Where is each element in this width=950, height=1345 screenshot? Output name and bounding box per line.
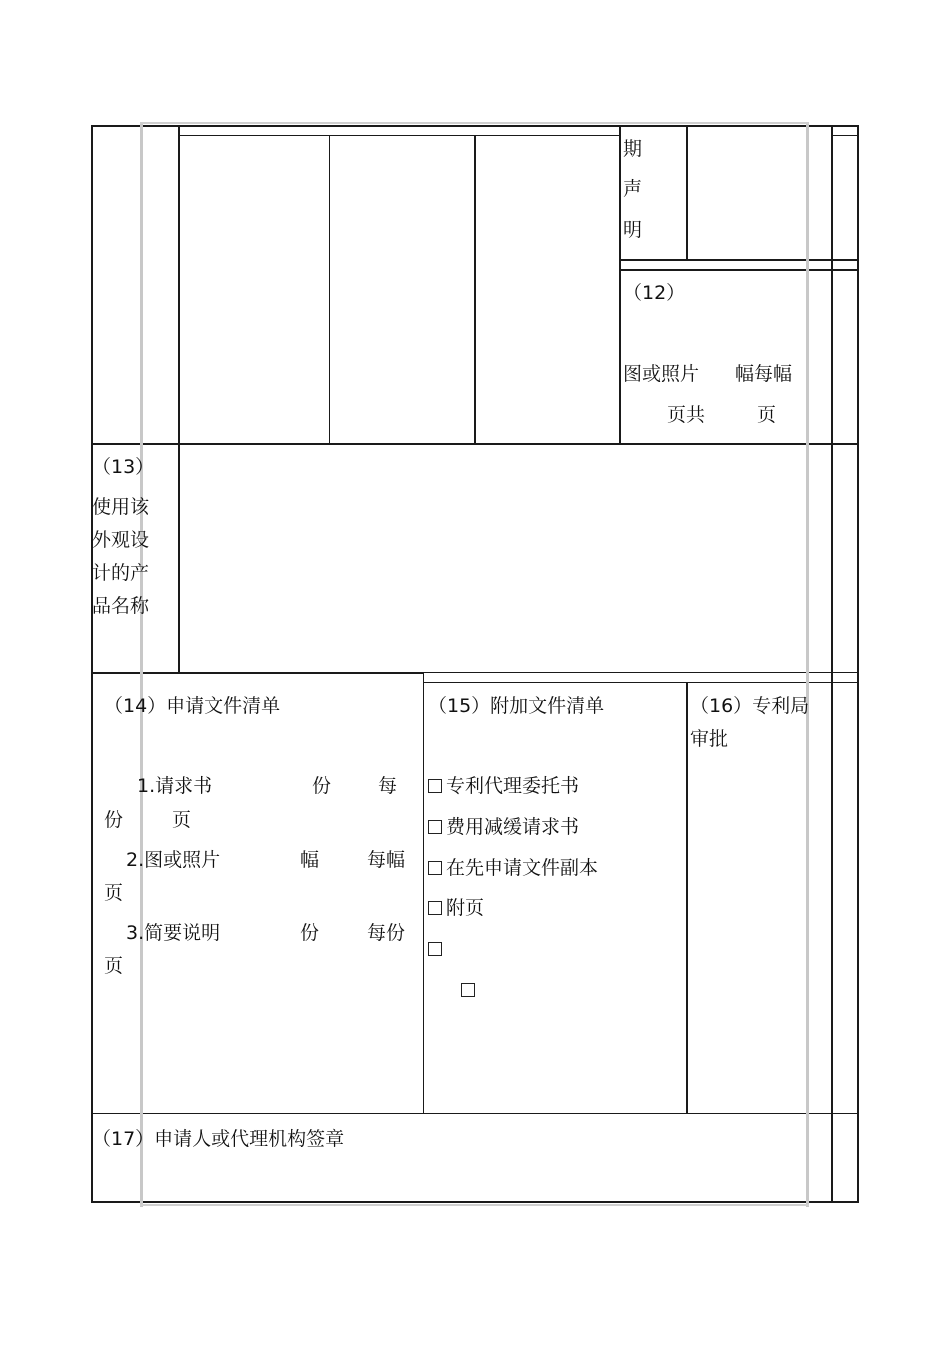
field-16-title-2: 审批: [690, 728, 729, 750]
field-12-pages-total: 页共: [667, 404, 706, 426]
line-col-14-15: [423, 672, 424, 1114]
line-row-17-top: [91, 1113, 859, 1114]
field-14-item3-unit: 份: [300, 922, 320, 944]
checkbox-blank-1[interactable]: [428, 942, 442, 956]
checkbox-blank-2[interactable]: [461, 983, 475, 997]
field-17-title: （17）申请人或代理机构签章: [92, 1128, 345, 1150]
field-14-item2-each: 每幅: [367, 849, 406, 871]
field-14-title: （14）申请文件清单: [104, 695, 281, 717]
line-col-15-16: [686, 682, 688, 1114]
field-13-label-2: 外观设: [92, 529, 150, 551]
field-14-item2-name: 2.图或照片: [126, 849, 221, 871]
scan-guide-bottom: [140, 1204, 809, 1206]
line-col-a: [329, 135, 330, 444]
field-14-item3-each: 每份: [367, 922, 406, 944]
field-12-per-image: 幅每幅: [735, 363, 793, 385]
border-left: [91, 125, 93, 1203]
field-13-label-3: 计的产: [92, 562, 150, 584]
line-top-inner: [179, 135, 620, 136]
line-row-12-top: [620, 269, 859, 271]
field-15-item-priority-copy: 在先申请文件副本: [446, 857, 599, 879]
field-14-item1-each: 每: [378, 775, 398, 797]
field-12-number: （12）: [623, 282, 686, 304]
scan-guide-right: [806, 122, 809, 1207]
checkbox-power-of-attorney[interactable]: [428, 779, 442, 793]
field-15-item-power-of-attorney: 专利代理委托书: [446, 775, 580, 797]
field-15-item-attached-pages: 附页: [446, 897, 485, 919]
line-col-right-1: [831, 125, 833, 1203]
period-char-1: 期: [623, 138, 643, 160]
line-col-c: [619, 125, 621, 444]
border-top: [91, 125, 859, 127]
field-13-label-1: 使用该: [92, 496, 150, 518]
field-15-title: （15）附加文件清单: [428, 695, 605, 717]
line-right-inner-top: [832, 135, 859, 136]
field-15-item-fee-reduction: 费用减缓请求书: [446, 816, 580, 838]
line-col-label: [178, 125, 180, 673]
checkbox-priority-copy[interactable]: [428, 861, 442, 875]
line-col-b: [474, 135, 476, 444]
field-14-item3-page: 页: [104, 955, 124, 977]
line-col-period: [686, 125, 688, 260]
field-14-item1-unit: 份: [312, 775, 332, 797]
scan-guide-left: [140, 122, 143, 1207]
scan-guide-top: [140, 122, 809, 124]
field-14-item2-unit: 幅: [300, 849, 320, 871]
checkbox-fee-reduction[interactable]: [428, 820, 442, 834]
line-row-14-top: [91, 672, 859, 673]
field-14-item1-name: 1.请求书: [137, 775, 213, 797]
line-row-15-top: [424, 682, 859, 683]
period-char-2: 声: [623, 178, 643, 200]
field-12-images-label: 图或照片: [623, 363, 700, 385]
field-14-item2-page: 页: [104, 882, 124, 904]
field-13-number: （13）: [92, 456, 155, 478]
checkbox-attached-pages[interactable]: [428, 901, 442, 915]
field-16-title-1: （16）专利局: [690, 695, 810, 717]
line-under-period: [620, 259, 859, 261]
period-char-3: 明: [623, 219, 643, 241]
border-right: [857, 125, 859, 1203]
border-bottom: [91, 1201, 859, 1203]
field-12-page-unit: 页: [757, 404, 777, 426]
field-13-label-4: 品名称: [92, 595, 150, 617]
field-14-item1-each-unit: 份: [104, 809, 124, 831]
field-14-item3-name: 3.简要说明: [126, 922, 221, 944]
field-14-item1-page: 页: [172, 809, 192, 831]
